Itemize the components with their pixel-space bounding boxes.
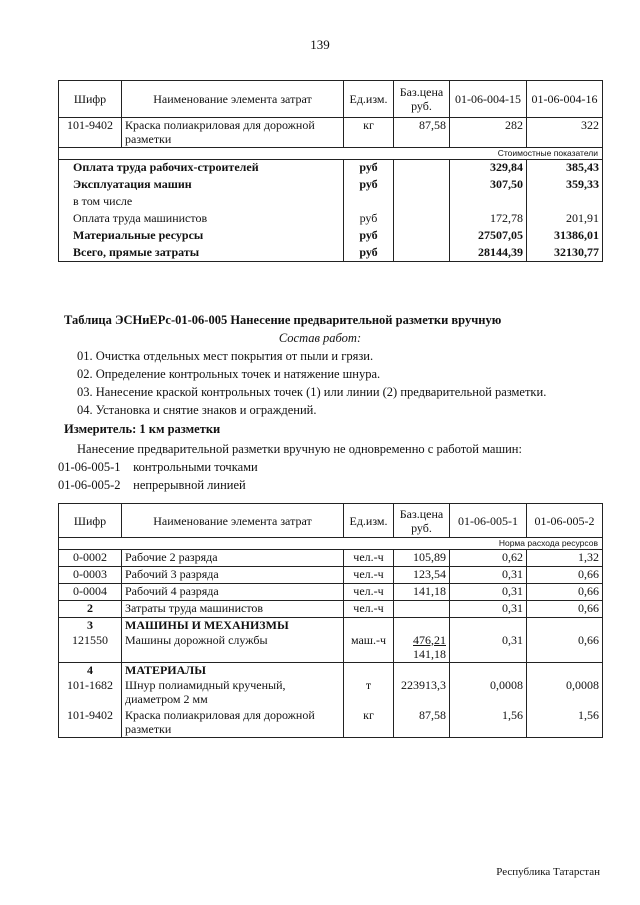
cell-unit: кг	[344, 118, 394, 148]
table-row	[59, 118, 603, 148]
header-shifr: Шифр	[59, 81, 122, 118]
cell-code: 0-0002	[59, 550, 122, 567]
cell-value-1: 1,56	[450, 708, 527, 738]
header-col1: 01-06-004-15	[450, 81, 527, 118]
table-title: Таблица ЭСНиЕРс-01-06-005 Нанесение предварительной разметки вручную	[64, 313, 502, 327]
cell-unit: руб	[344, 245, 394, 262]
cell-price: 87,58	[394, 708, 450, 738]
header-name: Наименование элемента затрат	[122, 504, 344, 538]
footer-region: Республика Татарстан	[496, 866, 600, 878]
cell-name: Затраты труда машинистов	[122, 601, 344, 618]
table-row	[59, 678, 603, 708]
empty-cell	[450, 618, 527, 633]
table-row	[59, 584, 603, 601]
header-price: Баз.цена руб.	[394, 504, 450, 538]
composition-title: Состав работ:	[278, 331, 362, 345]
cell-value-1: 0,62	[450, 550, 527, 567]
material-rows	[59, 678, 603, 738]
cell-unit: чел.-ч	[344, 601, 394, 618]
cell-value-1: 0,31	[450, 567, 527, 584]
cell-value-2: 201,91	[527, 211, 603, 228]
work-item: 04. Установка и снятие знаков и ограждений.	[77, 403, 317, 417]
table-header-row	[59, 81, 603, 118]
group-header-row	[59, 663, 603, 678]
cell-code: 4	[59, 663, 122, 678]
cell-value-2: 385,43	[527, 160, 603, 177]
cell-unit	[344, 194, 394, 211]
measure-unit: Измеритель: 1 км разметки	[64, 422, 221, 436]
cell-code: 121550	[59, 633, 122, 663]
cell-name: Краска полиакриловая для дорожной разметки	[122, 708, 344, 738]
empty-cell	[394, 663, 450, 678]
cell-value-1: 307,50	[450, 177, 527, 194]
header-col2: 01-06-004-16	[527, 81, 603, 118]
table-row	[59, 194, 603, 211]
empty-cell	[527, 618, 603, 633]
work-item: 02. Определение контрольных точек и натяжение шнура.	[77, 367, 381, 381]
empty-cell	[450, 663, 527, 678]
cell-unit: маш.-ч	[344, 633, 394, 663]
cell-price	[394, 177, 450, 194]
variant-label: непрерывной линией	[133, 478, 246, 492]
cell-name: Рабочие 2 разряда	[122, 550, 344, 567]
cell-value-2: 31386,01	[527, 228, 603, 245]
cell-code: 3	[59, 618, 122, 633]
variant-note: Нанесение предварительной разметки вручную не одновременно с работой машин:	[77, 442, 522, 456]
cell-value-1: 172,78	[450, 211, 527, 228]
cell-name: Машины дорожной службы	[122, 633, 344, 663]
cell-name: Оплата труда рабочих-строителей	[59, 160, 344, 177]
work-item: 01. Очистка отдельных мест покрытия от пыли и грязи.	[77, 349, 374, 363]
table-row	[59, 567, 603, 584]
page-number: 139	[310, 37, 330, 52]
cell-unit: т	[344, 678, 394, 708]
cell-price	[394, 633, 450, 663]
cell-code: 101-9402	[59, 118, 122, 148]
group-title: МАТЕРИАЛЫ	[122, 663, 344, 678]
variant-code: 01-06-005-1	[58, 460, 121, 474]
cell-price	[394, 228, 450, 245]
cell-price: 223913,3	[394, 678, 450, 708]
price-top: 476,21	[413, 632, 446, 647]
cell-name: Краска полиакриловая для дорожной разметки	[122, 118, 344, 148]
cell-value-1: 0,0008	[450, 678, 527, 708]
cell-value-2: 1,56	[527, 708, 603, 738]
variant-label: контрольными точками	[133, 460, 258, 474]
cell-unit: руб	[344, 228, 394, 245]
cell-name: Рабочий 4 разряда	[122, 584, 344, 601]
header-shifr: Шифр	[59, 504, 122, 538]
cell-unit: кг	[344, 708, 394, 738]
cell-value-1: 0,31	[450, 584, 527, 601]
cell-value-1: 27507,05	[450, 228, 527, 245]
cell-name: Материальные ресурсы	[59, 228, 344, 245]
cell-unit: чел.-ч	[344, 567, 394, 584]
header-col2: 01-06-005-2	[527, 504, 603, 538]
table-header-row	[59, 504, 603, 538]
cell-price: 87,58	[394, 118, 450, 148]
variant-line	[58, 459, 258, 476]
header-unit: Ед.изм.	[344, 81, 394, 118]
cell-value-2: 0,66	[527, 633, 603, 663]
section-label: Норма расхода ресурсов	[59, 538, 603, 550]
cell-value-2: 359,33	[527, 177, 603, 194]
cell-code: 101-1682	[59, 678, 122, 708]
cell-code: 101-9402	[59, 708, 122, 738]
table-row	[59, 550, 603, 567]
table-row	[59, 177, 603, 194]
empty-cell	[344, 618, 394, 633]
cost-rows	[59, 160, 603, 262]
cost-table-01-06-004	[58, 80, 603, 262]
cell-value-2: 322	[527, 118, 603, 148]
cell-price	[394, 601, 450, 618]
cell-value-1: 329,84	[450, 160, 527, 177]
work-item: 03. Нанесение краской контрольных точек (1) или линии (2) предварительной разметки.	[77, 385, 547, 399]
table-row	[59, 228, 603, 245]
table-row	[59, 211, 603, 228]
empty-cell	[344, 663, 394, 678]
cell-price	[394, 245, 450, 262]
group-title: МАШИНЫ И МЕХАНИЗМЫ	[122, 618, 344, 633]
cell-unit: руб	[344, 177, 394, 194]
table-row	[59, 160, 603, 177]
cell-value-1: 0,31	[450, 601, 527, 618]
cell-name: Рабочий 3 разряда	[122, 567, 344, 584]
cell-value-2	[527, 194, 603, 211]
cell-unit: чел.-ч	[344, 550, 394, 567]
cell-name: Эксплуатация машин	[59, 177, 344, 194]
group-header-row	[59, 618, 603, 633]
cell-price	[394, 211, 450, 228]
cell-price: 123,54	[394, 567, 450, 584]
cell-value-2: 0,66	[527, 567, 603, 584]
variant-code: 01-06-005-2	[58, 478, 121, 492]
table-row	[59, 633, 603, 663]
table-row	[59, 708, 603, 738]
cell-price: 105,89	[394, 550, 450, 567]
section-label-row	[59, 148, 603, 160]
cell-value-2: 0,0008	[527, 678, 603, 708]
table-row	[59, 245, 603, 262]
cell-value-1: 0,31	[450, 633, 527, 663]
header-name: Наименование элемента затрат	[122, 81, 344, 118]
resource-table-01-06-005	[58, 503, 603, 738]
variant-line	[58, 477, 246, 494]
cell-price	[394, 194, 450, 211]
cell-unit: руб	[344, 160, 394, 177]
cell-code: 0-0004	[59, 584, 122, 601]
cell-name: Всего, прямые затраты	[59, 245, 344, 262]
cell-price	[394, 160, 450, 177]
cell-code: 2	[59, 601, 122, 618]
cell-name: Оплата труда машинистов	[59, 211, 344, 228]
cell-name: Шнур полиамидный крученый, диаметром 2 мм	[122, 678, 344, 708]
empty-cell	[527, 663, 603, 678]
empty-cell	[394, 618, 450, 633]
cell-code: 0-0003	[59, 567, 122, 584]
cell-unit: руб	[344, 211, 394, 228]
cell-value-1: 28144,39	[450, 245, 527, 262]
section-label: Стоимостные показатели	[59, 148, 603, 160]
cell-value-2: 0,66	[527, 601, 603, 618]
price-bottom: 141,18	[413, 646, 446, 661]
cell-value-2: 0,66	[527, 584, 603, 601]
table-row	[59, 601, 603, 618]
cell-value-1	[450, 194, 527, 211]
header-price: Баз.цена руб.	[394, 81, 450, 118]
cell-value-2: 32130,77	[527, 245, 603, 262]
cell-name: в том числе	[59, 194, 344, 211]
header-col1: 01-06-005-1	[450, 504, 527, 538]
header-unit: Ед.изм.	[344, 504, 394, 538]
cell-value-1: 282	[450, 118, 527, 148]
worker-rows	[59, 550, 603, 601]
section-label-row	[59, 538, 603, 550]
cell-price: 141,18	[394, 584, 450, 601]
cell-value-2: 1,32	[527, 550, 603, 567]
cell-unit: чел.-ч	[344, 584, 394, 601]
